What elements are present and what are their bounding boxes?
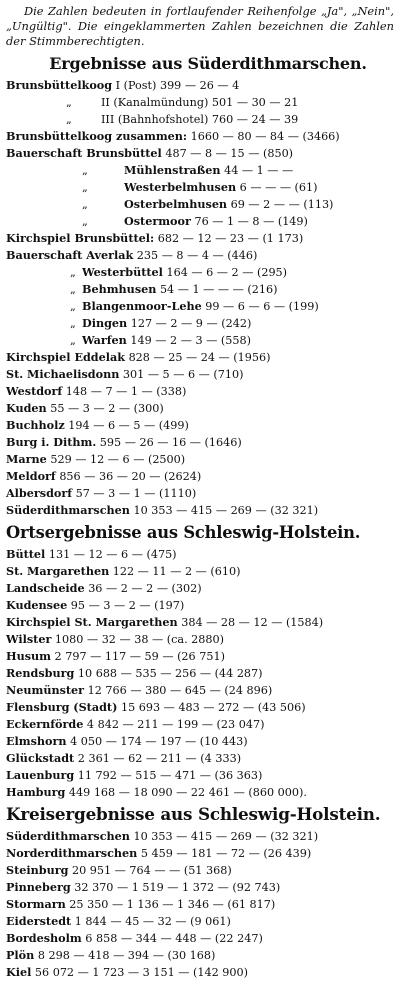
result-row — [6, 77, 394, 94]
result-row — [6, 145, 394, 162]
ditto-mark: „ — [66, 96, 72, 109]
result-row — [6, 546, 394, 563]
result-row — [6, 94, 394, 111]
place-name: Norderdithmarschen — [6, 846, 138, 860]
place-name: Brunsbüttelkoog — [6, 78, 113, 92]
place-name: Brunsbüttelkoog zusammen: — [6, 129, 188, 143]
vote-figures: 301 — 5 — 6 — (710) — [122, 368, 244, 381]
place-name: Pinneberg — [6, 880, 71, 894]
vote-figures: 131 — 12 — 6 — (475) — [48, 548, 177, 561]
result-row — [6, 281, 394, 298]
place-name: Albersdorf — [6, 486, 73, 500]
vote-figures: 487 — 8 — 15 — (850) — [165, 147, 294, 160]
results-list-sued — [6, 77, 394, 519]
result-row — [6, 947, 394, 964]
place-name: Blangenmoor-Lehe — [82, 299, 202, 313]
result-row — [6, 366, 394, 383]
vote-figures: 32 370 — 1 519 — 1 372 — (92 743) — [74, 881, 281, 894]
place-name: Kudensee — [6, 598, 68, 612]
result-row — [6, 332, 394, 349]
result-row — [6, 315, 394, 332]
place-name: Süderdithmarschen — [6, 829, 130, 843]
result-row — [6, 298, 394, 315]
result-row — [6, 913, 394, 930]
result-row — [6, 750, 394, 767]
vote-figures: II (Kanalmündung) 501 — 30 — 21 — [101, 96, 299, 109]
vote-figures: 2 797 — 117 — 59 — (26 751) — [54, 650, 225, 663]
vote-figures: 449 168 — 18 090 — 22 461 — (860 000). — [68, 786, 307, 799]
place-name: Osterbelmhusen — [124, 197, 228, 211]
vote-figures: 235 — 8 — 4 — (446) — [136, 249, 258, 262]
result-row — [6, 733, 394, 750]
place-name: Kirchspiel Brunsbüttel: — [6, 231, 155, 245]
vote-figures: 99 — 6 — 6 — (199) — [205, 300, 319, 313]
ditto-mark: „ — [70, 317, 76, 330]
place-name: Ostermoor — [124, 214, 191, 228]
place-name: St. Margarethen — [6, 564, 110, 578]
vote-figures: 828 — 25 — 24 — (1956) — [128, 351, 271, 364]
place-name: Büttel — [6, 547, 46, 561]
ditto-mark: „ — [70, 334, 76, 347]
result-row — [6, 862, 394, 879]
place-name: Marne — [6, 452, 47, 466]
result-row — [6, 597, 394, 614]
vote-figures: 1660 — 80 — 84 — (3466) — [190, 130, 340, 143]
result-row — [6, 563, 394, 580]
place-name: Glückstadt — [6, 751, 75, 765]
place-name: Steinburg — [6, 863, 69, 877]
ditto-mark: „ — [82, 164, 88, 177]
vote-figures: 36 — 2 — 2 — (302) — [88, 582, 202, 595]
vote-figures: 10 353 — 415 — 269 — (32 321) — [133, 830, 319, 843]
place-name: Westerbüttel — [82, 265, 163, 279]
vote-figures: I (Post) 399 — 26 — 4 — [115, 79, 240, 92]
vote-figures: 76 — 1 — 8 — (149) — [194, 215, 308, 228]
place-name: Kirchspiel St. Margarethen — [6, 615, 178, 629]
result-row — [6, 648, 394, 665]
result-row — [6, 930, 394, 947]
result-row — [6, 896, 394, 913]
place-name: Elmshorn — [6, 734, 67, 748]
place-name: Stormarn — [6, 897, 66, 911]
vote-figures: 20 951 — 764 — — (51 368) — [71, 864, 232, 877]
place-name: Neumünster — [6, 683, 85, 697]
place-name: Dingen — [82, 316, 128, 330]
result-row — [6, 451, 394, 468]
place-name: Bauerschaft Averlak — [6, 248, 134, 262]
ditto-mark: „ — [70, 283, 76, 296]
intro-text: Die Zahlen bedeuten in fortlaufender Reihenfolge „Ja", „Nein", „Ungültig". Die eingeklammerten Zahlen bezeichnen die Zahlen der Stimmberechtigten. — [6, 4, 394, 48]
place-name: Wilster — [6, 632, 52, 646]
ditto-mark: „ — [82, 181, 88, 194]
result-row — [6, 665, 394, 682]
result-row — [6, 230, 394, 247]
place-name: Husum — [6, 649, 51, 663]
vote-figures: 12 766 — 380 — 645 — (24 896) — [87, 684, 273, 697]
place-name: Eckernförde — [6, 717, 84, 731]
result-row — [6, 845, 394, 862]
vote-figures: 856 — 36 — 20 — (2624) — [59, 470, 202, 483]
result-row — [6, 247, 394, 264]
vote-figures: 6 — — — (61) — [239, 181, 318, 194]
vote-figures: 15 693 — 483 — 272 — (43 506) — [120, 701, 306, 714]
vote-figures: 25 350 — 1 136 — 1 346 — (61 817) — [69, 898, 276, 911]
result-row — [6, 580, 394, 597]
result-row — [6, 485, 394, 502]
section-heading-orte: Ortsergebnisse aus Schleswig-Holstein. — [6, 523, 361, 542]
ditto-mark: „ — [82, 215, 88, 228]
place-name: Warfen — [82, 333, 127, 347]
result-row — [6, 128, 394, 145]
place-name: St. Michaelisdonn — [6, 367, 120, 381]
result-row — [6, 631, 394, 648]
place-name: Westdorf — [6, 384, 63, 398]
vote-figures: III (Bahnhofshotel) 760 — 24 — 39 — [101, 113, 299, 126]
section-heading-kreise: Kreisergebnisse aus Schleswig-Holstein. — [6, 804, 381, 824]
result-row — [6, 383, 394, 400]
vote-figures: 127 — 2 — 9 — (242) — [130, 317, 252, 330]
vote-figures: 1 844 — 45 — 32 — (9 061) — [74, 915, 231, 928]
place-name: Kuden — [6, 401, 47, 415]
vote-figures: 4 842 — 211 — 199 — (23 047) — [86, 718, 265, 731]
vote-figures: 10 688 — 535 — 256 — (44 287) — [77, 667, 263, 680]
vote-figures: 2 361 — 62 — 211 — (4 333) — [77, 752, 242, 765]
result-row — [6, 264, 394, 281]
vote-figures: 44 — 1 — — — [224, 164, 294, 177]
place-name: Süderdithmarschen — [6, 503, 130, 517]
place-name: Flensburg (Stadt) — [6, 700, 118, 714]
result-row — [6, 879, 394, 896]
place-name: Landscheide — [6, 581, 85, 595]
vote-figures: 69 — 2 — — (113) — [230, 198, 334, 211]
vote-figures: 6 858 — 344 — 448 — (22 247) — [85, 932, 263, 945]
place-name: Burg i. Dithm. — [6, 435, 97, 449]
vote-figures: 1080 — 32 — 38 — (ca. 2880) — [54, 633, 225, 646]
vote-figures: 529 — 12 — 6 — (2500) — [50, 453, 186, 466]
result-row — [6, 213, 394, 230]
vote-figures: 56 072 — 1 723 — 3 151 — (142 900) — [34, 966, 248, 979]
vote-figures: 95 — 3 — 2 — (197) — [70, 599, 185, 612]
vote-figures: 5 459 — 181 — 72 — (26 439) — [140, 847, 312, 860]
vote-figures: 149 — 2 — 3 — (558) — [130, 334, 251, 347]
result-row — [6, 716, 394, 733]
vote-figures: 682 — 12 — 23 — (1 173) — [157, 232, 304, 245]
result-row — [6, 964, 394, 981]
result-row — [6, 502, 394, 519]
result-row — [6, 179, 394, 196]
place-name: Kirchspiel Eddelak — [6, 350, 125, 364]
vote-figures: 164 — 6 — 2 — (295) — [166, 266, 288, 279]
results-list-orte — [6, 546, 394, 801]
place-name: Meldorf — [6, 469, 56, 483]
result-row — [6, 614, 394, 631]
result-row — [6, 468, 394, 485]
section-heading-sued: Ergebnisse aus Süderdithmarschen. — [49, 54, 367, 73]
result-row — [6, 162, 394, 179]
result-row — [6, 111, 394, 128]
result-row — [6, 828, 394, 845]
place-name: Westerbelmhusen — [124, 180, 237, 194]
ditto-mark: „ — [70, 300, 76, 313]
vote-figures: 194 — 6 — 5 — (499) — [68, 419, 189, 432]
place-name: Plön — [6, 948, 35, 962]
ditto-mark: „ — [66, 113, 72, 126]
vote-figures: 10 353 — 415 — 269 — (32 321) — [133, 504, 319, 517]
result-row — [6, 699, 394, 716]
place-name: Hamburg — [6, 785, 66, 799]
vote-figures: 54 — 1 — — — (216) — [159, 283, 278, 296]
place-name: Eiderstedt — [6, 914, 72, 928]
place-name: Bauerschaft Brunsbüttel — [6, 146, 162, 160]
ditto-mark: „ — [82, 198, 88, 211]
place-name: Behmhusen — [82, 282, 157, 296]
vote-figures: 4 050 — 174 — 197 — (10 443) — [70, 735, 248, 748]
place-name: Rendsburg — [6, 666, 75, 680]
result-row — [6, 767, 394, 784]
place-name: Bordesholm — [6, 931, 82, 945]
result-row — [6, 682, 394, 699]
results-list-kreise — [6, 828, 394, 981]
place-name: Mühlenstraßen — [124, 163, 221, 177]
result-row — [6, 434, 394, 451]
result-row — [6, 349, 394, 366]
place-name: Buchholz — [6, 418, 65, 432]
vote-figures: 55 — 3 — 2 — (300) — [50, 402, 164, 415]
result-row — [6, 784, 394, 801]
ditto-mark: „ — [70, 266, 76, 279]
place-name: Kiel — [6, 965, 32, 979]
vote-figures: 11 792 — 515 — 471 — (36 363) — [77, 769, 263, 782]
result-row — [6, 196, 394, 213]
vote-figures: 122 — 11 — 2 — (610) — [112, 565, 241, 578]
vote-figures: 57 — 3 — 1 — (1110) — [75, 487, 197, 500]
vote-figures: 384 — 28 — 12 — (1584) — [181, 616, 324, 629]
vote-figures: 595 — 26 — 16 — (1646) — [99, 436, 242, 449]
result-row — [6, 417, 394, 434]
result-row — [6, 400, 394, 417]
vote-figures: 148 — 7 — 1 — (338) — [65, 385, 187, 398]
place-name: Lauenburg — [6, 768, 75, 782]
vote-figures: 8 298 — 418 — 394 — (30 168) — [37, 949, 216, 962]
